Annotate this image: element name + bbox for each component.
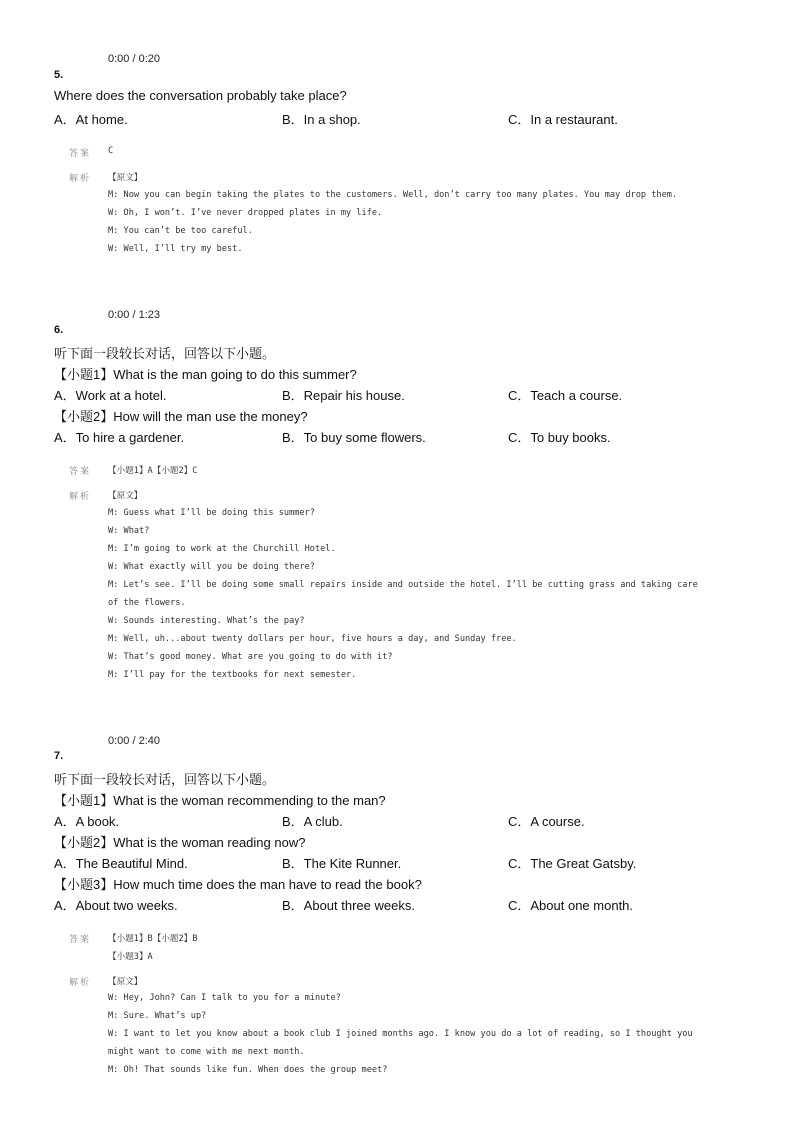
question-stem: Where does the conversation probably take place? (54, 88, 347, 103)
answer-label: 答案 (69, 467, 92, 477)
question-intro: 听下面一段较长对话，回答以下小题。 (54, 772, 276, 787)
option-b[interactable]: B．In a shop. (282, 112, 361, 127)
answer-value-line2: 【小题3】A (108, 952, 153, 962)
analysis-label: 解析 (69, 978, 92, 988)
transcript-line: M: Guess what I’ll be doing this summer? (108, 508, 315, 518)
question-intro: 听下面一段较长对话，回答以下小题。 (54, 346, 276, 361)
transcript-line: W: What? (108, 526, 150, 536)
question-number: 5. (54, 69, 64, 81)
option-a[interactable]: A．About two weeks. (54, 898, 178, 913)
audio-time[interactable]: 0:00 / 0:20 (108, 53, 160, 65)
option-c[interactable]: C．Teach a course. (508, 388, 623, 403)
option-b[interactable]: B．The Kite Runner. (282, 856, 402, 871)
answer-label: 答案 (69, 935, 92, 945)
sub-question-stem: 【小题2】What is the woman reading now? (54, 835, 306, 850)
sub-question-stem: 【小题2】How will the man use the money? (54, 409, 308, 424)
analysis-title: 【原文】 (108, 491, 143, 501)
transcript-line: M: Oh! That sounds like fun. When does the group meet? (108, 1065, 388, 1075)
option-c[interactable]: C．The Great Gatsby. (508, 856, 637, 871)
audio-time[interactable]: 0:00 / 2:40 (108, 735, 160, 747)
answer-value: C (108, 146, 114, 156)
transcript-line: W: What exactly will you be doing there? (108, 562, 315, 572)
option-b[interactable]: B．About three weeks. (282, 898, 415, 913)
option-a[interactable]: A．At home. (54, 112, 128, 127)
analysis-title: 【原文】 (108, 173, 143, 183)
answer-value: 【小题1】A【小题2】C (108, 466, 198, 476)
option-c[interactable]: C．About one month. (508, 898, 634, 913)
option-a[interactable]: A．Work at a hotel. (54, 388, 167, 403)
answer-label: 答案 (69, 149, 92, 159)
transcript-line: of the flowers. (108, 598, 186, 608)
option-c[interactable]: C．To buy books. (508, 430, 611, 445)
question-number: 7. (54, 750, 64, 762)
transcript-line: might want to come with me next month. (108, 1047, 305, 1057)
transcript-line: W: I want to let you know about a book club I joined months ago. I know you do a lot of reading, so I thought you (108, 1029, 693, 1039)
audio-time[interactable]: 0:00 / 1:23 (108, 309, 160, 321)
option-a[interactable]: A．To hire a gardener. (54, 430, 185, 445)
option-a[interactable]: A．The Beautiful Mind. (54, 856, 188, 871)
option-a[interactable]: A．A book. (54, 814, 120, 829)
option-b[interactable]: B．A club. (282, 814, 343, 829)
analysis-label: 解析 (69, 492, 92, 502)
transcript-line: W: That’s good money. What are you going to do with it? (108, 652, 393, 662)
transcript-line: M: Let’s see. I’ll be doing some small repairs inside and outside the hotel. I’ll be cutting grass and taking care (108, 580, 698, 590)
option-c[interactable]: C．A course. (508, 814, 585, 829)
sub-question-stem: 【小题1】What is the man going to do this summer? (54, 367, 357, 382)
transcript-line: M: I’ll pay for the textbooks for next semester. (108, 670, 357, 680)
transcript-line: M: Well, uh...about twenty dollars per hour, five hours a day, and Sunday free. (108, 634, 517, 644)
sub-question-stem: 【小题1】What is the woman recommending to the man? (54, 793, 386, 808)
question-number: 6. (54, 324, 64, 336)
transcript-line: M: Sure. What’s up? (108, 1011, 207, 1021)
transcript-line: M: You can’t be too careful. (108, 226, 253, 236)
analysis-title: 【原文】 (108, 977, 143, 987)
sub-question-stem: 【小题3】How much time does the man have to read the book? (54, 877, 422, 892)
analysis-label: 解析 (69, 174, 92, 184)
option-c[interactable]: C．In a restaurant. (508, 112, 618, 127)
transcript-line: M: Now you can begin taking the plates to the customers. Well, don’t carry too many plates. You may drop them. (108, 190, 678, 200)
transcript-line: M: I’m going to work at the Churchill Hotel. (108, 544, 336, 554)
transcript-line: W: Oh, I won’t. I’ve never dropped plates in my life. (108, 208, 383, 218)
transcript-line: W: Sounds interesting. What’s the pay? (108, 616, 305, 626)
transcript-line: W: Hey, John? Can I talk to you for a minute? (108, 993, 341, 1003)
option-b[interactable]: B．Repair his house. (282, 388, 405, 403)
option-b[interactable]: B．To buy some flowers. (282, 430, 426, 445)
answer-value: 【小题1】B【小题2】B (108, 934, 198, 944)
transcript-line: W: Well, I’ll try my best. (108, 244, 243, 254)
